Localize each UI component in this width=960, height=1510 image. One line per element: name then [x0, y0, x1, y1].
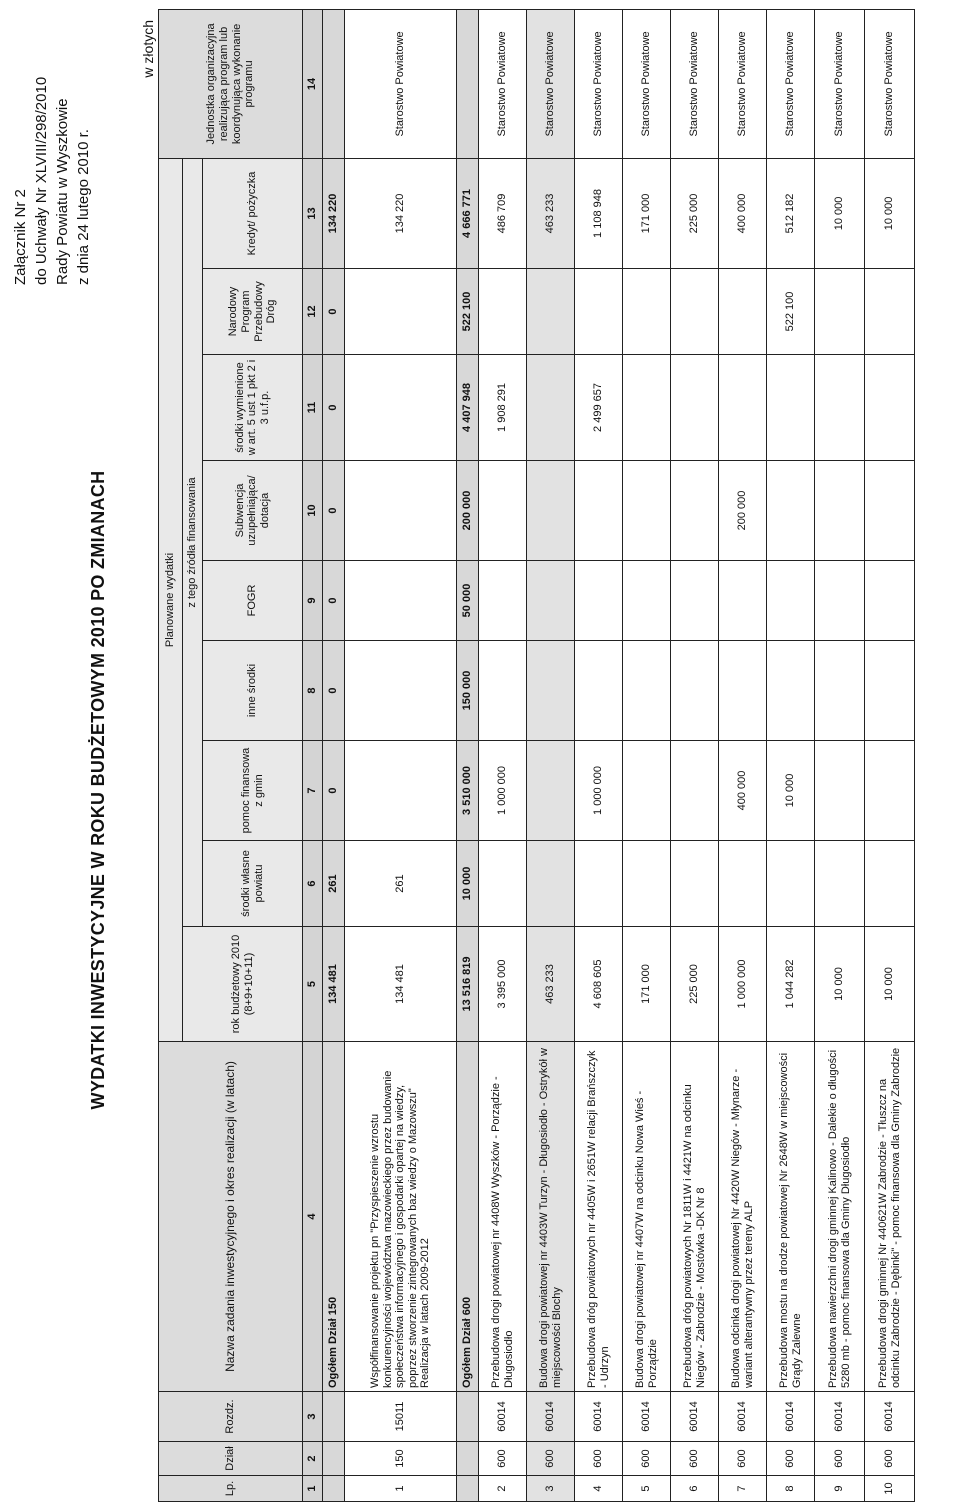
other-funds-amount [865, 641, 915, 741]
col-subwencja-header: Subwencja uzupełniająca/ dotacja [203, 461, 303, 561]
other-funds-amount [767, 641, 815, 741]
budget-year-amount: 13 516 819 [457, 927, 479, 1042]
budget-year-amount: 134 481 [323, 927, 345, 1042]
credit-amount: 1 108 948 [575, 158, 623, 268]
table-row [575, 9, 623, 1501]
budget-year-amount: 4 608 605 [575, 927, 623, 1042]
own-funds-amount [527, 841, 575, 927]
task-name: Przebudowa drogi gminnej Nr 440621W Zabrodzie - Tłuszcz na odcinku Zabrodzie - Dębinki" - pomoc finansowa dla Gminy Zabrodzie [865, 1042, 915, 1392]
organization-unit: Starostwo Powiatowe [345, 9, 457, 158]
budget-year-amount: 10 000 [865, 927, 915, 1042]
municipal-aid-amount [671, 741, 719, 841]
own-funds-amount [815, 841, 865, 927]
table-row [623, 9, 671, 1501]
credit-amount: 10 000 [815, 158, 865, 268]
row-lp: 2 [479, 1476, 527, 1502]
credit-amount: 400 000 [719, 158, 767, 268]
col-dzial-header: Dział [159, 1442, 303, 1476]
row-dzial: 600 [575, 1442, 623, 1476]
row-dzial: 600 [815, 1442, 865, 1476]
table-row [767, 9, 815, 1501]
other-funds-amount [479, 641, 527, 741]
col-number: 13 [303, 158, 323, 268]
art5-funds-amount: 2 499 657 [575, 355, 623, 461]
subsidy-amount: 200 000 [719, 461, 767, 561]
municipal-aid-amount: 3 510 000 [457, 741, 479, 841]
row-rozdz: 60014 [865, 1392, 915, 1442]
table-row [719, 9, 767, 1501]
task-name: Przebudowa dróg powiatowych nr 4405W i 2651W relacji Brańszczyk - Udrzyn [575, 1042, 623, 1392]
col-number: 14 [303, 9, 323, 158]
credit-amount: 463 233 [527, 158, 575, 268]
row-rozdz: 60014 [623, 1392, 671, 1442]
subsidy-amount [767, 461, 815, 561]
table-row [815, 9, 865, 1501]
row-dzial: 600 [865, 1442, 915, 1476]
col-nazwa-header: Nazwa zadania inwestycyjnego i okres realizacji (w latach) [159, 1042, 303, 1392]
table-row [865, 9, 915, 1501]
col-number: 10 [303, 461, 323, 561]
col-number: 8 [303, 641, 323, 741]
own-funds-amount [865, 841, 915, 927]
subsidy-amount [479, 461, 527, 561]
budget-year-amount: 10 000 [815, 927, 865, 1042]
other-funds-amount [575, 641, 623, 741]
other-funds-amount [623, 641, 671, 741]
own-funds-amount [479, 841, 527, 927]
other-funds-amount: 0 [323, 641, 345, 741]
npp-amount [527, 269, 575, 355]
art5-funds-amount [719, 355, 767, 461]
own-funds-amount [623, 841, 671, 927]
own-funds-amount: 261 [345, 841, 457, 927]
task-name: Przebudowa nawierzchni drogi gminnej Kalinowo - Dalekie o długości 5280 mb - pomoc finansowa dla Gminy Długosiodło [815, 1042, 865, 1392]
credit-amount: 512 182 [767, 158, 815, 268]
task-name: Budowa drogi powiatowej nr 4403W Turzyn - Długosiodło - Ostrykół w miejscowości Blochy [527, 1042, 575, 1392]
budget-year-amount: 1 000 000 [719, 927, 767, 1042]
budget-year-amount: 463 233 [527, 927, 575, 1042]
fogr-amount [671, 561, 719, 641]
art5-funds-amount: 0 [323, 355, 345, 461]
budget-year-amount: 225 000 [671, 927, 719, 1042]
own-funds-amount: 261 [323, 841, 345, 927]
municipal-aid-amount: 1 000 000 [575, 741, 623, 841]
art5-funds-amount [527, 355, 575, 461]
npp-amount [815, 269, 865, 355]
budget-year-amount: 134 481 [345, 927, 457, 1042]
row-lp: 6 [671, 1476, 719, 1502]
other-funds-amount [671, 641, 719, 741]
organization-unit: Starostwo Powiatowe [865, 9, 915, 158]
funding-sources-header: z tego źródła finansowania [183, 158, 203, 926]
municipal-aid-amount: 1 000 000 [479, 741, 527, 841]
col-rozdz-header: Rozdz. [159, 1392, 303, 1442]
credit-amount: 134 220 [345, 158, 457, 268]
credit-amount: 4 666 771 [457, 158, 479, 268]
organization-unit [323, 9, 345, 158]
table-row [527, 9, 575, 1501]
municipal-aid-amount [345, 741, 457, 841]
total-row [457, 9, 479, 1501]
table-row [479, 9, 527, 1501]
credit-amount: 225 000 [671, 158, 719, 268]
col-number: 2 [303, 1442, 323, 1476]
row-dzial: 600 [767, 1442, 815, 1476]
annex-line-2: do Uchwały Nr XLVIII/298/2010 [33, 76, 50, 285]
col-jednostka-header: Jednostka organizacyjna realizująca program lub koordynująca wykonanie programu [159, 9, 303, 158]
col-rok-header: rok budżetowy 2010 (8+9+10+11) [183, 927, 303, 1042]
own-funds-amount [575, 841, 623, 927]
npp-amount: 0 [323, 269, 345, 355]
col-lp-header: Lp. [159, 1476, 303, 1502]
fogr-amount [767, 561, 815, 641]
organization-unit: Starostwo Powiatowe [719, 9, 767, 158]
npp-amount [575, 269, 623, 355]
table-row [671, 9, 719, 1501]
col-number: 3 [303, 1392, 323, 1442]
organization-unit: Starostwo Powiatowe [575, 9, 623, 158]
row-dzial: 600 [719, 1442, 767, 1476]
organization-unit: Starostwo Powiatowe [623, 9, 671, 158]
col-pomoc-header: pomoc finansowa z gmin [203, 741, 303, 841]
art5-funds-amount: 1 908 291 [479, 355, 527, 461]
subsidy-amount [575, 461, 623, 561]
col-number: 1 [303, 1476, 323, 1502]
row-lp: 8 [767, 1476, 815, 1502]
row-dzial [457, 1442, 479, 1476]
subsidy-amount: 200 000 [457, 461, 479, 561]
art5-funds-amount [345, 355, 457, 461]
own-funds-amount: 10 000 [457, 841, 479, 927]
task-name: Przebudowa dróg powiatowych Nr 1811W i 4421W na odcinku Niegów - Zabrodzie - Mostówka -DK Nr 8 [671, 1042, 719, 1392]
budget-year-amount: 3 395 000 [479, 927, 527, 1042]
row-rozdz: 60014 [767, 1392, 815, 1442]
task-name: Ogółem Dział 600 [457, 1042, 479, 1392]
npp-amount [671, 269, 719, 355]
col-number: 12 [303, 269, 323, 355]
credit-amount: 10 000 [865, 158, 915, 268]
row-lp [457, 1476, 479, 1502]
fogr-amount [479, 561, 527, 641]
task-name: Budowa drogi powiatowej nr 4407W na odcinku Nowa Wieś - Porządzie [623, 1042, 671, 1392]
fogr-amount: 50 000 [457, 561, 479, 641]
other-funds-amount [719, 641, 767, 741]
row-dzial [323, 1442, 345, 1476]
other-funds-amount [815, 641, 865, 741]
subsidy-amount [671, 461, 719, 561]
col-kredyt-header: Kredyt/ pożyczka [203, 158, 303, 268]
art5-funds-amount [671, 355, 719, 461]
row-lp: 3 [527, 1476, 575, 1502]
npp-amount [345, 269, 457, 355]
organization-unit: Starostwo Powiatowe [815, 9, 865, 158]
row-lp: 1 [345, 1476, 457, 1502]
credit-amount: 486 709 [479, 158, 527, 268]
task-name: Budowa odcinka drogi powiatowej Nr 4420W Niegów - Młynarze - wariant alterantywny przez tereny ALP [719, 1042, 767, 1392]
npp-amount [623, 269, 671, 355]
row-rozdz: 60014 [575, 1392, 623, 1442]
col-number: 5 [303, 927, 323, 1042]
subsidy-amount [345, 461, 457, 561]
npp-amount [865, 269, 915, 355]
row-lp: 4 [575, 1476, 623, 1502]
col-fogr-header: FOGR [203, 561, 303, 641]
row-rozdz: 60014 [479, 1392, 527, 1442]
own-funds-amount [671, 841, 719, 927]
npp-amount [719, 269, 767, 355]
planned-expenses-header: Planowane wydatki [159, 158, 183, 1041]
row-rozdz: 60014 [815, 1392, 865, 1442]
municipal-aid-amount [623, 741, 671, 841]
art5-funds-amount [865, 355, 915, 461]
subsidy-amount [527, 461, 575, 561]
row-lp [323, 1476, 345, 1502]
row-rozdz: 60014 [671, 1392, 719, 1442]
annex-line-4: z dnia 24 lutego 2010 r. [75, 129, 92, 285]
other-funds-amount [527, 641, 575, 741]
fogr-amount [575, 561, 623, 641]
npp-amount: 522 100 [767, 269, 815, 355]
task-name: Współfinansowanie projektu pn "Przyspieszenie wzrostu konkurencyjności województwa mazowieckiego przez budowanie społeczeństwa informacyjnego i gospodarki opartej na wiedzy, poprzez stworzenie zintegrowanych baz wiedzy o Mazowszu" Realizacja w latach 2009-2012 [345, 1042, 457, 1392]
fogr-amount [345, 561, 457, 641]
col-number: 6 [303, 841, 323, 927]
task-name: Przebudowa drogi powiatowej nr 4408W Wyszków - Porządzie - Długosiodło [479, 1042, 527, 1392]
organization-unit: Starostwo Powiatowe [767, 9, 815, 158]
investment-table [158, 9, 915, 1502]
col-npp-header: Narodowy Program Przebudowy Dróg [203, 269, 303, 355]
municipal-aid-amount: 10 000 [767, 741, 815, 841]
col-number: 7 [303, 741, 323, 841]
row-rozdz [323, 1392, 345, 1442]
municipal-aid-amount [815, 741, 865, 841]
organization-unit: Starostwo Powiatowe [527, 9, 575, 158]
other-funds-amount: 150 000 [457, 641, 479, 741]
unit-label: w złotych [140, 20, 156, 78]
row-rozdz: 60014 [527, 1392, 575, 1442]
art5-funds-amount: 4 407 948 [457, 355, 479, 461]
credit-amount: 171 000 [623, 158, 671, 268]
col-number: 11 [303, 355, 323, 461]
row-lp: 7 [719, 1476, 767, 1502]
row-lp: 10 [865, 1476, 915, 1502]
fogr-amount [865, 561, 915, 641]
npp-amount [479, 269, 527, 355]
organization-unit: Starostwo Powiatowe [479, 9, 527, 158]
art5-funds-amount [815, 355, 865, 461]
annex-line-1: Załącznik Nr 2 [12, 189, 29, 285]
organization-unit: Starostwo Powiatowe [671, 9, 719, 158]
own-funds-amount [767, 841, 815, 927]
col-number: 4 [303, 1042, 323, 1392]
art5-funds-amount [767, 355, 815, 461]
credit-amount: 134 220 [323, 158, 345, 268]
row-lp: 9 [815, 1476, 865, 1502]
total-row [323, 9, 345, 1501]
annex-reference [10, 15, 94, 285]
art5-funds-amount [623, 355, 671, 461]
subsidy-amount [623, 461, 671, 561]
task-name: Przebudowa mostu na drodze powiatowej Nr 2648W w miejscowości Grądy Zalewne [767, 1042, 815, 1392]
row-dzial: 600 [479, 1442, 527, 1476]
municipal-aid-amount [527, 741, 575, 841]
npp-amount: 522 100 [457, 269, 479, 355]
row-dzial: 600 [671, 1442, 719, 1476]
table-body [323, 9, 915, 1501]
annex-line-3: Rady Powiatu w Wyszkowie [54, 98, 71, 285]
budget-year-amount: 171 000 [623, 927, 671, 1042]
fogr-amount [623, 561, 671, 641]
task-name: Ogółem Dział 150 [323, 1042, 345, 1392]
other-funds-amount [345, 641, 457, 741]
fogr-amount [815, 561, 865, 641]
budget-year-amount: 1 044 282 [767, 927, 815, 1042]
col-inne-header: inne środki [203, 641, 303, 741]
col-wlasne-header: środki własne powiatu [203, 841, 303, 927]
page-title: WYDATKI INWESTYCYJNE W ROKU BUDŻETOWYM 2010 PO ZMIANACH [88, 470, 108, 1110]
organization-unit [457, 9, 479, 158]
own-funds-amount [719, 841, 767, 927]
row-dzial: 600 [527, 1442, 575, 1476]
fogr-amount: 0 [323, 561, 345, 641]
fogr-amount [719, 561, 767, 641]
col-number: 9 [303, 561, 323, 641]
municipal-aid-amount: 0 [323, 741, 345, 841]
row-rozdz: 15011 [345, 1392, 457, 1442]
row-rozdz: 60014 [719, 1392, 767, 1442]
subsidy-amount [865, 461, 915, 561]
subsidy-amount [815, 461, 865, 561]
municipal-aid-amount: 400 000 [719, 741, 767, 841]
row-rozdz [457, 1392, 479, 1442]
row-dzial: 150 [345, 1442, 457, 1476]
col-art5-header: środki wymienione w art. 5 ust 1 pkt 2 i 3 u.f.p. [203, 355, 303, 461]
municipal-aid-amount [865, 741, 915, 841]
subsidy-amount: 0 [323, 461, 345, 561]
fogr-amount [527, 561, 575, 641]
table-row [345, 9, 457, 1501]
row-lp: 5 [623, 1476, 671, 1502]
row-dzial: 600 [623, 1442, 671, 1476]
